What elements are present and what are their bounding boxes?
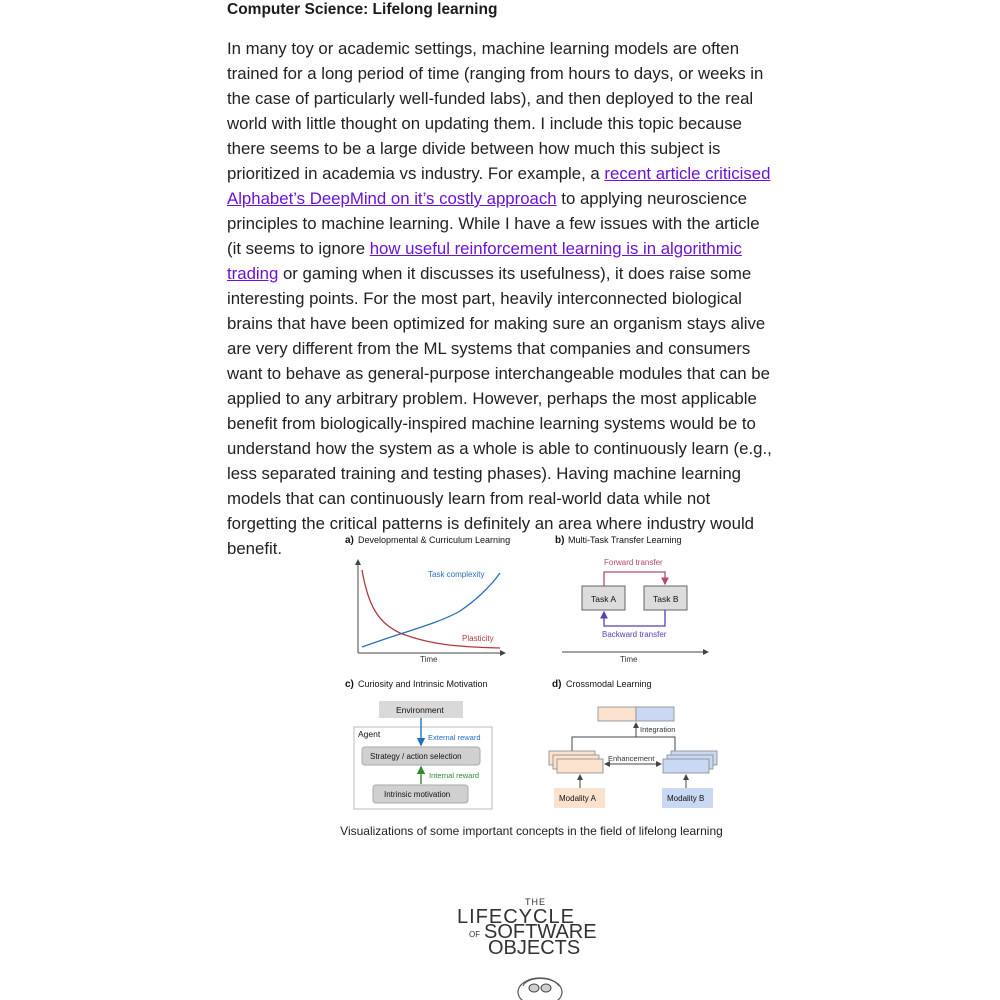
panel-d-letter: d) [552, 679, 562, 690]
intrinsic-motivation-label: Intrinsic motivation [384, 790, 451, 799]
panel-a-xlabel: Time [420, 655, 438, 664]
algorithmic-trading-link[interactable]: how useful reinforcement learning is in algorithmic trading [227, 239, 742, 283]
panel-b-xlabel: Time [620, 655, 638, 664]
modality-a-stack-3 [557, 759, 603, 773]
task-b-label: Task B [653, 594, 679, 604]
paragraph-text-1: In many toy or academic settings, machine learning models are often trained for a long period of time (ranging from hours to days, or weeks in the case of particularly well-funded labs), and then deployed to the real world with little thought on updating them. I include this topic because there seems to be a large divide between how much this subject is prioritized in academia vs industry. For example, a [227, 39, 764, 183]
integration-connector [572, 737, 675, 751]
forward-transfer-arrow [604, 572, 665, 586]
logo-of: OF [469, 930, 481, 939]
panel-c-title: Curiosity and Intrinsic Motivation [358, 679, 488, 689]
figure-caption: Visualizations of some important concepts in the field of lifelong learning [340, 824, 723, 838]
panel-c [345, 679, 492, 809]
panel-b-title: Multi-Task Transfer Learning [568, 535, 682, 545]
external-reward-label: External reward [428, 733, 481, 742]
integration-box-a [598, 707, 636, 721]
panel-a-title: Developmental & Curriculum Learning [358, 535, 511, 545]
panel-b [555, 535, 708, 664]
panel-b-letter: b) [555, 535, 565, 546]
strategy-label: Strategy / action selection [370, 752, 462, 761]
agent-label: Agent [358, 729, 381, 739]
robot-illustration [518, 978, 562, 1000]
paragraph-text-3: or gaming when it discusses its usefulness), it does raise some interesting points. For the most part, heavily interconnected biological brains that have been optimized for making sure an organism stays alive are very different from the ML systems that companies and consumers want to behave as general-purpose interchangeable modules that can be applied to any arbitrary problem. However, perhaps the most applicable benefit from biologically-inspired machine learning systems would be to understand how the system as a whole is able to continuously learn (e.g., less separated training and testing phases). Having machine learning models that can continuously learn from real-world data while not forgetting the critical patterns is definitely an area where industry would benefit. [227, 264, 772, 558]
logo-the: THE [525, 897, 546, 907]
modality-a-label: Modality A [559, 794, 596, 803]
task-a-label: Task A [591, 594, 617, 604]
panel-a [345, 535, 510, 664]
panel-a-letter: a) [345, 535, 354, 546]
environment-label: Environment [396, 705, 444, 715]
integration-label: Integration [640, 725, 676, 734]
integration-box-b [636, 707, 674, 721]
section-title: Computer Science: Lifelong learning [227, 1, 498, 18]
panel-c-letter: c) [345, 679, 354, 690]
body-paragraph [227, 36, 777, 561]
backward-transfer-arrow [604, 610, 665, 626]
plasticity-label: Plasticity [462, 634, 494, 643]
lifelong-learning-figure [340, 525, 725, 817]
logo-lifecycle: LIFECYCLE [457, 906, 575, 928]
panel-d [549, 679, 717, 808]
paragraph-text-2: to applying neuroscience principles to machine learning. While I have a few issues with the article (it seems to ignore [227, 189, 760, 258]
book-logo [445, 890, 620, 1000]
modality-b-label: Modality B [667, 794, 705, 803]
enhancement-label: Enhancement [608, 754, 655, 763]
task-complexity-label: Task complexity [428, 570, 485, 579]
internal-reward-label: Internal reward [429, 771, 480, 780]
logo-software: SOFTWARE [484, 921, 597, 943]
deepmind-article-link[interactable]: recent article criticised Alphabet’s DeepMind on it’s costly approach [227, 164, 771, 208]
modality-b-stack-3 [663, 759, 709, 773]
panel-d-title: Crossmodal Learning [566, 679, 652, 689]
logo-objects: OBJECTS [488, 937, 581, 959]
backward-transfer-label: Backward transfer [602, 630, 667, 639]
forward-transfer-label: Forward transfer [604, 558, 663, 567]
